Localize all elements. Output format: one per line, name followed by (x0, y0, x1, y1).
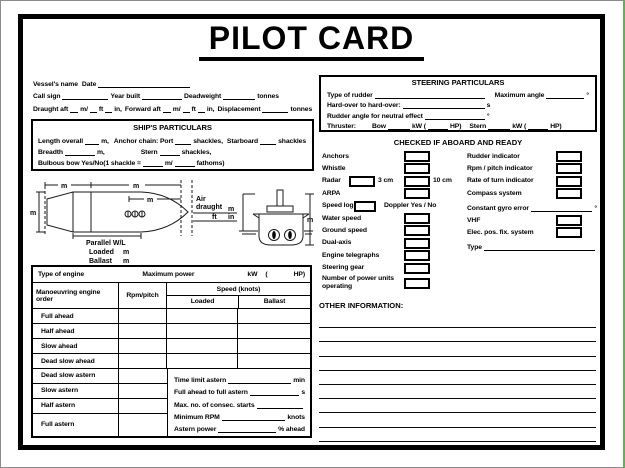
m-unit-label: m, (96, 149, 105, 156)
bow-kw-input[interactable] (388, 122, 410, 130)
checklist-item-rudder-indicator (467, 150, 597, 162)
checklist-label: VHF (467, 216, 481, 224)
vhf-checkbox[interactable] (556, 215, 582, 226)
checklist-label: Engine telegraphs (322, 251, 380, 259)
checklist-item-radar (322, 175, 467, 187)
engine-order-label: Full ahead (33, 309, 119, 323)
other-information-section (319, 301, 596, 442)
note-full-ahead-to-full-astern: Full ahead to full astern s (174, 389, 305, 397)
forward-m-input[interactable] (163, 105, 171, 113)
starboard-label: Starboard (226, 138, 259, 145)
checklist-label: Constant gyro error (467, 204, 529, 212)
dim-label-m: m (147, 197, 154, 204)
ruled-line[interactable] (319, 328, 596, 342)
ruled-line[interactable] (319, 399, 596, 413)
checklist-item-elec-pos-fix (467, 226, 597, 238)
air-draught-label: Air (196, 196, 206, 203)
rpm-cell[interactable] (119, 354, 167, 368)
ships-row-3 (38, 156, 307, 167)
bulbous-bow-label: Bulbous bow Yes/No (38, 160, 104, 167)
note-time-limit-astern: Time limit astern min (174, 377, 305, 384)
ft-label: ft (98, 105, 104, 113)
ships-row-1 (38, 134, 307, 145)
checklist-label: Radar (322, 177, 341, 185)
in-label: in, (206, 105, 215, 113)
ruled-line[interactable] (319, 314, 596, 328)
breadth-input[interactable] (65, 148, 95, 156)
ships-particulars-section (31, 119, 314, 171)
checklist-item-vhf (467, 214, 597, 226)
radar-10cm-label: 10 cm (433, 177, 452, 185)
vessels-name-label: Vessel's name (33, 80, 78, 88)
bow-hp-input[interactable] (428, 122, 448, 130)
starboard-shackles-input[interactable] (260, 137, 276, 145)
engine-order-label: Slow ahead (33, 339, 119, 353)
type-input[interactable] (484, 243, 595, 251)
rate-of-turn-checkbox[interactable] (556, 176, 582, 187)
checklist-item-rate-of-turn (467, 175, 597, 187)
checklist-item-gyro-error: Constant gyro error ° (467, 204, 597, 212)
steering-row-4: Thruster: Bow kW ( HP) Stern kW ( HP) (327, 123, 562, 131)
checklist-item-rpm-pitch-indicator (467, 162, 597, 174)
rpm-pitch-indicator-checkbox[interactable] (556, 163, 582, 174)
rpm-cell[interactable] (119, 369, 168, 383)
stern-kw-input[interactable] (488, 122, 510, 130)
engine-order-label: Half astern (33, 399, 119, 413)
checklist-item-arpa (322, 187, 467, 199)
checklist-left-column (322, 150, 467, 292)
stern-label: Stern (140, 149, 158, 156)
engine-row-dead-slow-astern (33, 369, 168, 384)
radar-3cm-checkbox[interactable] (349, 176, 375, 187)
checklist-label: Rate of turn indicator (467, 177, 534, 185)
m-unit-label: m, (101, 138, 109, 145)
speed-log-checkbox[interactable] (354, 201, 376, 212)
gyro-error-input[interactable] (531, 204, 592, 212)
shackles-label: shackles, (193, 138, 223, 145)
checklist-item-engine-telegraphs (322, 249, 467, 261)
header-row-3 (33, 100, 319, 113)
year-built-label: Year built (110, 93, 141, 100)
maximum-angle-label: Maximum angle (494, 91, 545, 99)
m-slash-label: m/ (164, 160, 173, 167)
checklist-label: Rpm / pitch indicator (467, 165, 533, 173)
engine-row-full-ahead (33, 309, 310, 324)
date-input[interactable] (98, 80, 190, 88)
elec-pos-fix-checkbox[interactable] (556, 227, 582, 238)
arpa-checkbox[interactable] (404, 188, 430, 199)
rpm-cell[interactable] (119, 324, 167, 338)
checklist-label: Water speed (322, 214, 362, 222)
stern-hp-input[interactable] (528, 122, 548, 130)
ruled-line[interactable] (319, 357, 596, 371)
note-astern-power: Astern power % ahead (174, 426, 305, 433)
in-label: in, (114, 105, 122, 113)
breadth-label: Breadth (38, 149, 63, 156)
engine-row-full-astern (33, 414, 168, 436)
loaded-label: Loaded (89, 249, 114, 256)
minimum-rpm-input[interactable] (222, 413, 286, 421)
checklist-item-ground-speed (322, 224, 467, 236)
checklist-label: Elec. pos. fix. system (467, 229, 534, 237)
engine-order-label: Half ahead (33, 324, 119, 338)
type-of-rudder-input[interactable] (375, 91, 485, 99)
loaded-speed-cell[interactable] (167, 324, 238, 338)
engine-order-label: Dead slow astern (33, 369, 119, 383)
engine-table-top-row: Type of engine Maximum power kW ( HP) (33, 267, 310, 283)
steering-particulars-title: STEERING PARTICULARS (411, 78, 505, 87)
ground-speed-checkbox[interactable] (404, 225, 430, 236)
shackles-label: shackles, (181, 149, 212, 156)
speed-knots-header: Speed (knots) (167, 283, 310, 296)
fathoms-label: fathoms) (196, 160, 225, 167)
ballast-column-header: Ballast (263, 298, 286, 305)
engine-row-slow-astern (33, 384, 168, 399)
shackle-m-input[interactable] (143, 159, 163, 167)
rpm-column-header: Rpm/pitch (119, 283, 167, 308)
checklist-right-column (467, 150, 597, 292)
steering-row-3: Rudder angle for neutral effect ° (327, 112, 490, 120)
whistle-checkbox[interactable] (404, 163, 430, 174)
engine-row-dead-slow-ahead (33, 354, 310, 369)
maximum-angle-input[interactable] (546, 91, 584, 99)
kw-label: kW (247, 271, 258, 278)
forward-ft-input[interactable] (183, 105, 190, 113)
neutral-effect-input[interactable] (425, 112, 485, 120)
steering-row-1: Type of rudder Maximum angle ° (327, 91, 589, 99)
rpm-cell[interactable] (119, 309, 167, 323)
astern-notes-panel (168, 369, 310, 436)
thruster-symbols (125, 211, 145, 218)
max-consec-starts-input[interactable] (257, 401, 304, 409)
date-label: Date (81, 80, 97, 88)
checklist-item-steering-gear (322, 262, 467, 274)
m-slash-label: m/ (80, 105, 88, 113)
ft-label: ft (212, 214, 217, 221)
call-sign-label: Call sign (33, 93, 61, 100)
deadweight-label: Deadweight (184, 93, 222, 100)
engine-order-label: Full astern (33, 414, 119, 436)
length-overall-input[interactable] (85, 137, 99, 145)
hard-over-label: Hard-over to hard-over: (327, 102, 401, 110)
checklist-label: ARPA (322, 189, 341, 197)
checklist-label: Number of power units operating (322, 275, 394, 290)
ballast-speed-cell[interactable] (238, 309, 310, 323)
dim-label-m: m (30, 210, 37, 217)
ships-row-2 (38, 145, 307, 156)
port-shackles-input[interactable] (175, 137, 191, 145)
checklist-item-type (467, 239, 597, 253)
other-information-title: OTHER INFORMATION: (319, 301, 404, 310)
radar-3cm-label: 3 cm (378, 177, 394, 185)
ballast-speed-cell[interactable] (238, 324, 310, 338)
ruled-line[interactable] (319, 385, 596, 399)
shackle-fathoms-input[interactable] (175, 159, 195, 167)
engine-order-label: Slow astern (33, 384, 119, 398)
steering-particulars-section (319, 75, 597, 132)
draught-m-input[interactable] (70, 105, 78, 113)
checklist-item-dual-axis (322, 237, 467, 249)
displacement-label: Displacement (217, 105, 261, 113)
engine-row-slow-ahead (33, 339, 310, 354)
rudder-indicator-checkbox[interactable] (556, 151, 582, 162)
ship-diagram (29, 174, 314, 264)
loaded-column-header: Loaded (167, 296, 239, 308)
checklist-label: Rudder indicator (467, 152, 520, 160)
engine-table (31, 265, 312, 438)
time-limit-astern-input[interactable] (228, 376, 291, 384)
dim-label-m: m (61, 183, 68, 190)
forward-aft-label: Forward aft (124, 105, 161, 113)
rpm-cell[interactable] (119, 384, 168, 398)
type-of-rudder-label: Type of rudder (327, 91, 373, 99)
astern-power-input[interactable] (218, 425, 276, 433)
engine-order-label: Dead slow ahead (33, 354, 119, 368)
checklist-label: Anchors (322, 152, 349, 160)
deadweight-input[interactable] (223, 92, 255, 100)
loaded-speed-cell[interactable] (167, 339, 238, 353)
water-speed-checkbox[interactable] (404, 213, 430, 224)
ruled-line[interactable] (319, 342, 596, 356)
checklist-item-compass-system (467, 187, 597, 199)
checklist-item-water-speed (322, 212, 467, 224)
title-area (23, 22, 600, 61)
rpm-cell[interactable] (119, 339, 167, 353)
doppler-label: Doppler Yes / No (384, 202, 437, 210)
ruled-line[interactable] (319, 413, 596, 427)
m-slash-label: m/ (172, 105, 181, 113)
air-draught-label: draught (196, 204, 223, 211)
year-built-input[interactable] (142, 92, 182, 100)
dim-label-m: m (123, 258, 130, 264)
ballast-label: Ballast (89, 258, 112, 264)
ruled-line[interactable] (319, 371, 596, 385)
draught-in-input[interactable] (105, 105, 112, 113)
stern-thruster-label: Stern (469, 123, 487, 131)
in-label: in (228, 214, 235, 221)
ballast-speed-cell[interactable] (238, 354, 310, 368)
stern-shackles-input[interactable] (160, 148, 180, 156)
displacement-unit: tonnes (290, 105, 313, 113)
parallel-wl-label: Parallel W/L (86, 240, 126, 247)
hp-label: HP) (293, 271, 305, 278)
draught-ft-input[interactable] (90, 105, 97, 113)
compass-system-checkbox[interactable] (556, 188, 582, 199)
header-fields (33, 75, 319, 113)
mast (277, 190, 283, 206)
engine-row-half-ahead (33, 324, 310, 339)
dual-axis-checkbox[interactable] (404, 238, 430, 249)
engine-table-header (33, 283, 310, 309)
note-minimum-rpm: Minimum RPM knots (174, 413, 305, 421)
ships-particulars-title: SHIP'S PARTICULARS (133, 123, 212, 132)
engine-row-half-astern (33, 399, 168, 414)
steering-gear-checkbox[interactable] (404, 263, 430, 274)
ft-label: ft (191, 105, 196, 113)
bow-label: Bow (371, 123, 386, 131)
power-units-checkbox[interactable] (404, 278, 430, 289)
rpm-cell[interactable] (119, 399, 168, 413)
steering-row-2: Hard-over to hard-over: s (327, 102, 491, 110)
checklist-item-anchors (322, 150, 467, 162)
checklist-label: Steering gear (322, 264, 365, 272)
rpm-cell[interactable] (119, 414, 168, 436)
checklist-label: Type (467, 244, 482, 252)
stern-block (47, 192, 73, 232)
checklist-item-power-units (322, 274, 467, 292)
call-sign-input[interactable] (62, 92, 108, 100)
radar-10cm-checkbox[interactable] (404, 176, 430, 187)
checklist-item-whistle (322, 162, 467, 174)
displacement-input[interactable] (262, 105, 288, 113)
ballast-speed-cell[interactable] (238, 339, 310, 353)
hard-over-input[interactable] (403, 101, 485, 109)
length-overall-label: Length overall (38, 138, 84, 145)
thruster-label: Thruster: (327, 123, 356, 131)
full-ahead-to-astern-input[interactable] (250, 388, 300, 396)
engine-table-bottom (33, 369, 310, 436)
checklist-item-speed-log (322, 200, 467, 212)
checklist-label: Dual-axis (322, 239, 352, 247)
header-row-1 (33, 75, 319, 88)
deadweight-unit: tonnes (257, 93, 279, 100)
shackles-label: shackles (278, 138, 307, 145)
form-frame (18, 14, 605, 450)
engine-telegraphs-checkbox[interactable] (404, 250, 430, 261)
one-shackle-label: (1 shackle = (103, 160, 141, 167)
type-of-engine-label: Type of engine (38, 271, 85, 278)
forward-in-input[interactable] (198, 105, 205, 113)
checked-if-aboard-title: CHECKED IF ABOARD AND READY (393, 138, 523, 147)
loaded-speed-cell[interactable] (167, 354, 238, 368)
header-row-2 (33, 88, 319, 101)
page-title: PILOT CARD (199, 22, 425, 61)
order-column-header: Manoeuvring engine order (33, 283, 119, 308)
dim-label-m: m (228, 206, 235, 213)
anchor-chain-port-label: Anchor chain: Port (113, 138, 174, 145)
checklist-label: Speed log (322, 202, 354, 210)
checklist-label: Whistle (322, 165, 346, 173)
loaded-speed-cell[interactable] (167, 309, 238, 323)
neutral-effect-label: Rudder angle for neutral effect (327, 112, 423, 120)
checklist (322, 150, 597, 292)
dim-label-m: m (133, 183, 140, 190)
hull-front-outline (259, 214, 303, 245)
checklist-label: Ground speed (322, 227, 367, 235)
draught-aft-label: Draught aft (33, 105, 69, 113)
ruled-line[interactable] (319, 428, 596, 442)
maximum-power-label: Maximum power (142, 271, 195, 278)
checklist-label: Compass system (467, 189, 522, 197)
note-max-consec-starts: Max. no. of consec. starts (174, 398, 305, 409)
dim-label-m: m (307, 217, 314, 224)
anchors-checkbox[interactable] (404, 151, 430, 162)
dim-label-m: m (123, 249, 130, 256)
